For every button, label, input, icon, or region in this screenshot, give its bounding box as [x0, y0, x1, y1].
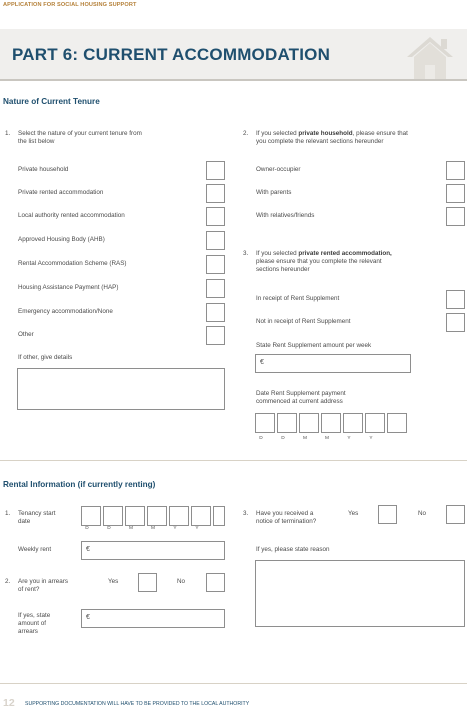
form-header-label: APPLICATION FOR SOCIAL HOUSING SUPPORT [3, 2, 137, 8]
question-text: If you selected private rented accommodation, [256, 250, 392, 257]
checkbox-no-rent-supplement[interactable] [446, 313, 465, 332]
date-digit-input[interactable] [365, 413, 385, 433]
question-number: 2. [243, 130, 249, 137]
date-letter: M [129, 526, 133, 531]
option-label-private-rented: Private rented accommodation [18, 189, 104, 196]
other-details-textarea[interactable] [17, 368, 225, 410]
option-label-private-household: Private household [18, 166, 69, 173]
date-letter: M [303, 436, 307, 441]
tenancy-start-label: date [18, 518, 31, 525]
checkbox-ras[interactable] [206, 255, 225, 274]
checkbox-other[interactable] [206, 326, 225, 345]
supplement-date-label: Date Rent Supplement payment [256, 390, 346, 397]
checkbox-private-household[interactable] [206, 161, 225, 180]
question-text: please ensure that you complete the relevant [256, 258, 382, 265]
date-letter: D [85, 526, 89, 531]
section-banner [0, 29, 467, 81]
arrears-amount-label: amount of [18, 620, 47, 627]
option-label-no-rent-supplement: Not in receipt of Rent Supplement [256, 318, 351, 325]
checkbox-ahb[interactable] [206, 231, 225, 250]
option-label-ahb: Approved Housing Body (AHB) [18, 236, 105, 243]
date-digit-input[interactable] [81, 506, 101, 526]
date-digit-input[interactable] [169, 506, 189, 526]
date-digit-input[interactable] [299, 413, 319, 433]
page-number: 12 [3, 697, 15, 708]
other-details-label: If other, give details [18, 354, 73, 361]
page-title: PART 6: CURRENT ACCOMMODATION [12, 45, 331, 64]
option-label-with-parents: With parents [256, 189, 292, 196]
arrears-question-label: of rent? [18, 586, 40, 593]
date-letter: Y [347, 436, 351, 441]
termination-reason-label: If yes, please state reason [256, 546, 330, 553]
option-label-rent-supplement: In receipt of Rent Supplement [256, 295, 340, 302]
footer-divider [0, 683, 467, 684]
weekly-rent-label: Weekly rent [18, 546, 52, 553]
checkbox-emergency[interactable] [206, 303, 225, 322]
tenancy-start-label: Tenancy start [18, 510, 56, 517]
date-digit-input[interactable] [191, 506, 211, 526]
option-label-owner-occupier: Owner-occupier [256, 166, 301, 173]
option-label-local-authority: Local authority rented accommodation [18, 212, 125, 219]
checkbox-with-relatives[interactable] [446, 207, 465, 226]
supplement-amount-label: State Rent Supplement amount per week [256, 342, 372, 349]
date-letter: D [259, 436, 263, 441]
footer-note: SUPPORTING DOCUMENTATION WILL HAVE TO BE PROVIDED TO THE LOCAL AUTHORITY [25, 701, 250, 707]
supplement-date-label: commenced at current address [256, 398, 343, 405]
termination-reason-textarea[interactable] [255, 560, 465, 627]
question-text: you complete the relevant sections hereunder [256, 138, 384, 145]
arrears-no-label: No [177, 578, 186, 585]
date-digit-input[interactable] [125, 506, 145, 526]
arrears-amount-label: If yes, state [18, 612, 51, 619]
date-digit-input[interactable] [321, 413, 341, 433]
date-digit-input[interactable] [255, 413, 275, 433]
arrears-yes-checkbox[interactable] [138, 573, 157, 592]
date-letter: Y [173, 526, 177, 531]
option-label-ras: Rental Accommodation Scheme (RAS) [18, 260, 127, 267]
termination-no-label: No [418, 510, 427, 517]
date-letter: D [107, 526, 111, 531]
checkbox-private-rented[interactable] [206, 184, 225, 203]
termination-yes-checkbox[interactable] [378, 505, 397, 524]
house-icon [403, 33, 457, 81]
option-label-hap: Housing Assistance Payment (HAP) [18, 284, 119, 291]
question-number: 2. [5, 578, 11, 585]
arrears-yes-label: Yes [108, 578, 119, 585]
checkbox-owner-occupier[interactable] [446, 161, 465, 180]
arrears-question-label: Are you in arrears [18, 578, 69, 585]
option-label-emergency: Emergency accommodation/None [18, 308, 113, 315]
question-text: the list below [18, 138, 55, 145]
question-number: 3. [243, 510, 249, 517]
supplement-amount-input[interactable] [255, 354, 411, 373]
date-digit-input[interactable] [147, 506, 167, 526]
termination-question-label: Have you received a [256, 510, 314, 517]
termination-question-label: notice of termination? [256, 518, 317, 525]
arrears-amount-label: arrears [18, 628, 38, 635]
option-label-other: Other [18, 331, 34, 338]
question-number: 3. [243, 250, 249, 257]
euro-symbol: € [260, 359, 264, 366]
date-digit-input[interactable] [277, 413, 297, 433]
euro-symbol: € [86, 546, 90, 553]
date-digit-input[interactable] [387, 413, 407, 433]
checkbox-hap[interactable] [206, 279, 225, 298]
date-letter: D [281, 436, 285, 441]
question-number: 1. [5, 130, 11, 137]
section-divider [0, 460, 467, 461]
date-letter: Y [195, 526, 199, 531]
rental-section-title: Rental Information (if currently renting) [3, 480, 156, 489]
termination-yes-label: Yes [348, 510, 359, 517]
arrears-amount-input[interactable] [81, 609, 225, 628]
euro-symbol: € [86, 614, 90, 621]
arrears-no-checkbox[interactable] [206, 573, 225, 592]
tenure-section-title: Nature of Current Tenure [3, 97, 100, 106]
checkbox-with-parents[interactable] [446, 184, 465, 203]
weekly-rent-input[interactable] [81, 541, 225, 560]
termination-no-checkbox[interactable] [446, 505, 465, 524]
checkbox-rent-supplement[interactable] [446, 290, 465, 309]
date-digit-input[interactable] [343, 413, 363, 433]
date-letter: Y [369, 436, 373, 441]
date-digit-input[interactable] [103, 506, 123, 526]
date-letter: M [325, 436, 329, 441]
question-text: If you selected private household, please ensure that [256, 130, 408, 137]
checkbox-local-authority[interactable] [206, 207, 225, 226]
question-text: Select the nature of your current tenure from [18, 130, 142, 137]
question-number: 1. [5, 510, 11, 517]
date-digit-input[interactable] [213, 506, 225, 526]
question-text: sections hereunder [256, 266, 310, 273]
date-letter: M [151, 526, 155, 531]
option-label-with-relatives: With relatives/friends [256, 212, 315, 219]
